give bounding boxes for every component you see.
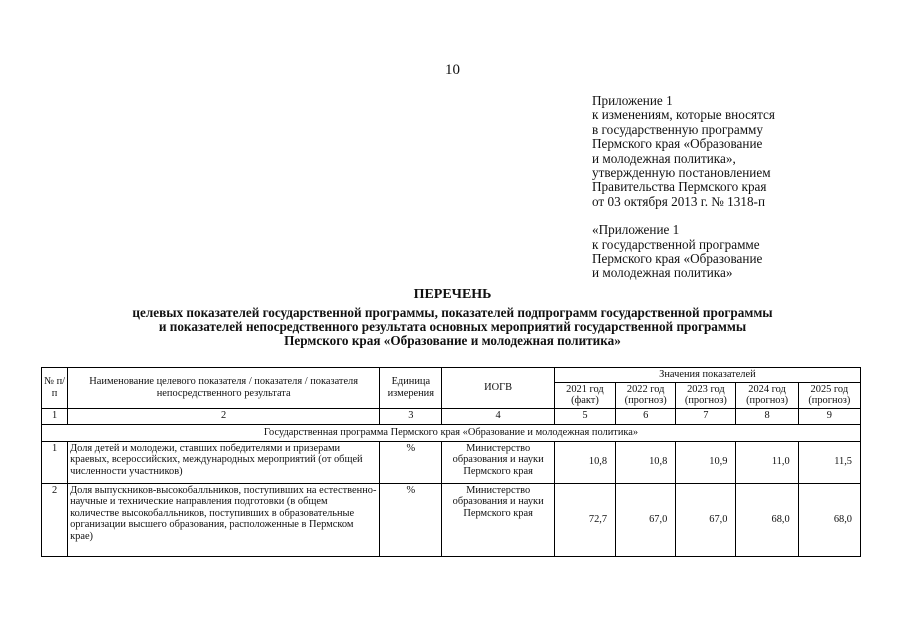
value-cell: 11,5 bbox=[798, 441, 860, 483]
document-subtitle bbox=[40, 306, 865, 348]
year-label: 2025 год bbox=[810, 383, 849, 395]
column-number: 1 bbox=[42, 408, 68, 424]
column-number: 7 bbox=[676, 408, 736, 424]
value-cell: 67,0 bbox=[616, 483, 676, 556]
appendix-line: Пермского края «Образование bbox=[592, 136, 763, 152]
value-cell: 10,8 bbox=[554, 441, 615, 483]
value-cell: 68,0 bbox=[736, 483, 798, 556]
indicator-iogv: Министерство образования и науки Пермского края bbox=[442, 483, 554, 556]
year-note: (прогноз) bbox=[684, 395, 727, 406]
appendix-line: и молодежная политика», bbox=[592, 150, 736, 166]
year-label: 2022 год bbox=[626, 383, 665, 395]
year-note: (прогноз) bbox=[624, 395, 667, 406]
header-year bbox=[798, 382, 860, 408]
year-label: 2021 год bbox=[566, 383, 604, 395]
indicator-iogv: Министерство образования и науки Пермского края bbox=[442, 441, 554, 483]
header-values-group: Значения показателей bbox=[554, 368, 860, 383]
header-year bbox=[616, 382, 676, 408]
row-number: 1 bbox=[42, 441, 68, 483]
indicator-name: Доля выпускников-высокобалльников, поступивших на естественно-научные и технические направления подготовки (в общем количестве высокобалльников, поступивших в образовательные организации высшего образования, расположенные в Пермском крае) bbox=[68, 483, 380, 556]
column-number: 3 bbox=[380, 408, 442, 424]
year-note: (прогноз) bbox=[808, 395, 851, 406]
table-row bbox=[42, 483, 861, 556]
column-number: 2 bbox=[68, 408, 380, 424]
appendix-line: утвержденную постановлением bbox=[592, 165, 771, 181]
header-unit: Единица измерения bbox=[380, 368, 442, 409]
column-number-row bbox=[42, 408, 861, 424]
subtitle-line: целевых показателей государственной программы, показателей подпрограмм государственной программы bbox=[132, 305, 773, 320]
page-number: 10 bbox=[445, 62, 460, 78]
appendix-line: Приложение 1 bbox=[592, 93, 673, 108]
year-note: (прогноз) bbox=[746, 395, 789, 406]
appendix-line: в государственную программу bbox=[592, 121, 763, 137]
appendix-header bbox=[592, 94, 775, 281]
value-cell: 68,0 bbox=[798, 483, 860, 556]
header-num: № п/п bbox=[42, 368, 68, 409]
section-title: Государственная программа Пермского края «Образование и молодежная политика» bbox=[42, 424, 861, 441]
appendix-spacer bbox=[592, 209, 775, 223]
appendix-line: к изменениям, которые вносятся bbox=[592, 107, 775, 123]
value-cell: 72,7 bbox=[554, 483, 615, 556]
appendix-quote-line: «Приложение 1 bbox=[592, 222, 680, 238]
header-year bbox=[676, 382, 736, 408]
appendix-line: Правительства Пермского края bbox=[592, 179, 767, 195]
column-number: 6 bbox=[616, 408, 676, 424]
appendix-quote-line: к государственной программе bbox=[592, 236, 760, 252]
appendix-quote-line: Пермского края «Образование bbox=[592, 251, 763, 267]
column-number: 8 bbox=[736, 408, 798, 424]
column-number: 4 bbox=[442, 408, 554, 424]
indicators-table bbox=[41, 367, 861, 557]
appendix-line: от 03 октября 2013 г. № 1318-п bbox=[592, 193, 766, 209]
indicator-unit: % bbox=[380, 483, 442, 556]
subtitle-line: Пермского края «Образование и молодежная политика» bbox=[284, 333, 621, 348]
subtitle-line: и показателей непосредственного результата основных мероприятий государственной программы bbox=[158, 319, 747, 334]
year-note: (факт) bbox=[571, 395, 599, 406]
value-cell: 10,9 bbox=[676, 441, 736, 483]
value-cell: 11,0 bbox=[736, 441, 798, 483]
year-label: 2023 год bbox=[687, 383, 725, 395]
indicator-name: Доля детей и молодежи, ставших победителями и призерами краевых, всероссийских, международных мероприятий (от общей численности участников) bbox=[68, 441, 380, 483]
header-name: Наименование целевого показателя / показателя / показателя непосредственного результата bbox=[68, 368, 380, 409]
indicator-unit: % bbox=[380, 441, 442, 483]
document-title: ПЕРЕЧЕНЬ bbox=[413, 287, 492, 302]
header-year bbox=[554, 382, 615, 408]
table-row bbox=[42, 441, 861, 483]
row-number: 2 bbox=[42, 483, 68, 556]
header-year bbox=[736, 382, 798, 408]
column-number: 5 bbox=[554, 408, 615, 424]
header-iogv: ИОГВ bbox=[442, 368, 554, 409]
section-row bbox=[42, 424, 861, 441]
year-label: 2024 год bbox=[748, 383, 786, 395]
column-number: 9 bbox=[798, 408, 860, 424]
value-cell: 67,0 bbox=[676, 483, 736, 556]
value-cell: 10,8 bbox=[616, 441, 676, 483]
appendix-quote-line: и молодежная политика» bbox=[592, 265, 733, 281]
